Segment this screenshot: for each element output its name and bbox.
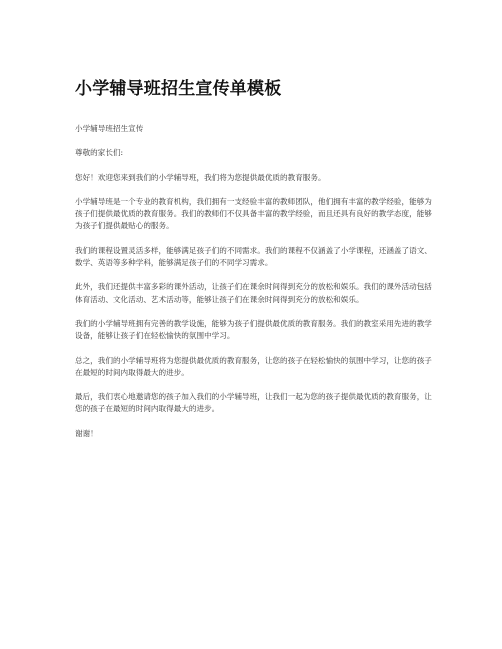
paragraph-welcome: 您好！欢迎您来到我们的小学辅导班，我们将为您提供最优质的教育服务。 [75,172,326,182]
closing: 谢谢！ [75,428,98,438]
paragraph-invitation: 最后，我们衷心地邀请您的孩子加入我们的小学辅导班，让我们一起为您的孩子提供最优质的教育服务，让您的孩子在最短的时间内取得最大的进步。 [75,392,432,414]
document-title: 小学辅导班招生宣传单模板 [75,79,282,99]
paragraph-activities: 此外，我们还提供丰富多彩的课外活动，让孩子们在课余时间得到充分的放松和娱乐。我们的课外活动包括体育活动、文化活动、艺术活动等，能够让孩子们在课余时间得到充分的放松和娱乐。 [75,282,432,304]
document-body [75,123,432,440]
paragraph-courses: 我们的课程设置灵活多样，能够满足孩子们的不同需求。我们的课程不仅涵盖了小学课程，还涵盖了语文、数学、英语等多种学科，能够满足孩子们的不同学习需求。 [75,245,432,268]
document-subtitle: 小学辅导班招生宣传 [75,124,144,133]
greeting: 尊敬的家长们: [75,148,124,158]
paragraph-summary: 总之，我们的小学辅导班将为您提供最优质的教育服务，让您的孩子在轻松愉快的氛围中学习，让您的孩子在最短的时间内取得最大的进步。 [75,355,432,377]
paragraph-teachers: 小学辅导班是一个专业的教育机构，我们拥有一支经验丰富的教师团队，他们拥有丰富的教学经验，能够为孩子们提供最优质的教育服务。我们的教师们不仅具备丰富的教学经验，而且还具有良好的教学态度，能够为孩子们提供最贴心的服务。 [75,196,432,231]
paragraph-facilities: 我们的小学辅导班拥有完善的教学设施，能够为孩子们提供最优质的教育服务。我们的教室采用先进的教学设备，能够让孩子们在轻松愉快的氛围中学习。 [75,318,432,341]
